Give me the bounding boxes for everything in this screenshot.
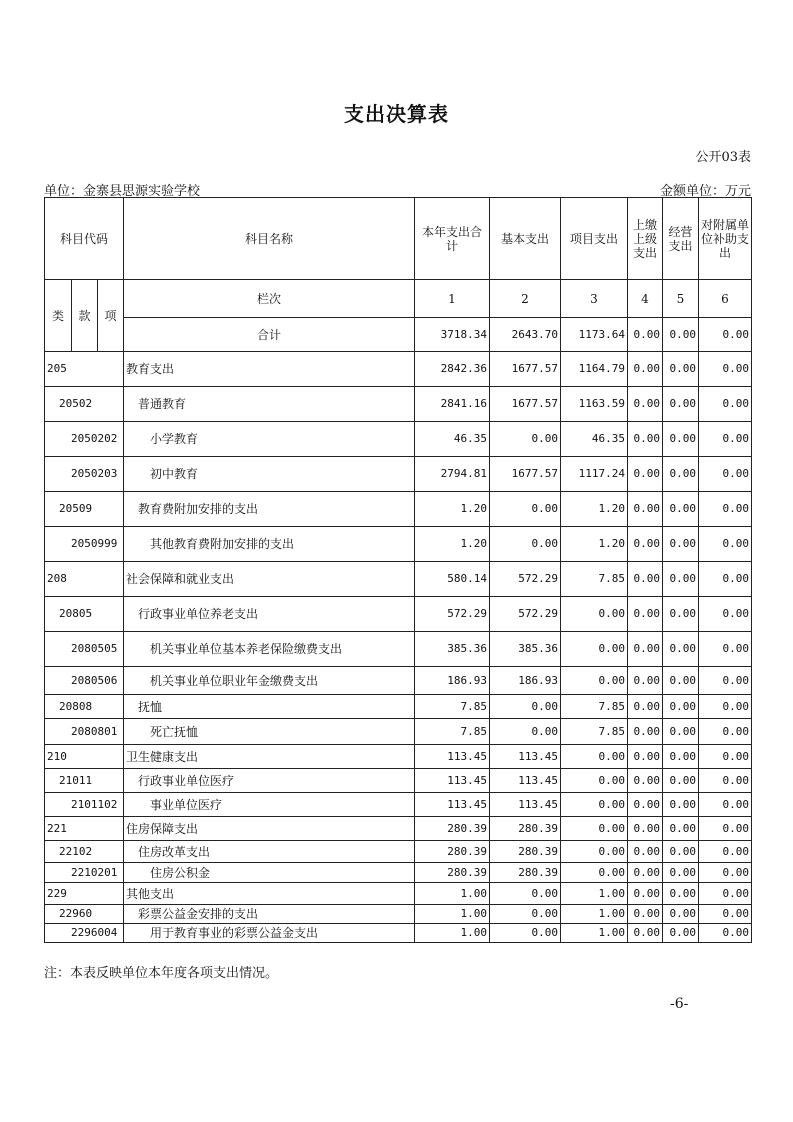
total-value: 3718.34 (415, 318, 490, 352)
amount-cell: 0.00 (628, 422, 663, 457)
subject-code: 2050999 (45, 527, 124, 562)
header-operating: 经营支出 (663, 198, 699, 280)
subject-name: 机关事业单位基本养老保险缴费支出 (124, 632, 415, 667)
amount-cell: 0.00 (699, 527, 752, 562)
subject-name: 卫生健康支出 (124, 745, 415, 769)
amount-cell: 572.29 (490, 562, 561, 597)
amount-cell: 1.20 (415, 492, 490, 527)
reporting-unit: 单位：金寨县思源实验学校 (44, 184, 201, 199)
subject-code: 21011 (45, 769, 124, 793)
amount-cell: 0.00 (699, 352, 752, 387)
amount-cell: 0.00 (699, 695, 752, 719)
amount-cell: 0.00 (663, 422, 699, 457)
amount-cell: 7.85 (561, 719, 628, 745)
amount-cell: 7.85 (561, 695, 628, 719)
subject-name: 小学教育 (124, 422, 415, 457)
amount-cell: 0.00 (699, 924, 752, 943)
amount-cell: 0.00 (699, 745, 752, 769)
header-kuan: 款 (72, 280, 98, 352)
subject-code: 2101102 (45, 793, 124, 817)
amount-cell: 385.36 (490, 632, 561, 667)
table-row (45, 492, 752, 527)
total-row (45, 318, 752, 352)
amount-cell: 0.00 (561, 817, 628, 841)
subject-code: 2296004 (45, 924, 124, 943)
table-row (45, 527, 752, 562)
amount-cell: 7.85 (415, 695, 490, 719)
amount-cell: 0.00 (628, 817, 663, 841)
amount-cell: 1163.59 (561, 387, 628, 422)
amount-cell: 7.85 (561, 562, 628, 597)
table-row (45, 667, 752, 695)
subject-name: 彩票公益金安排的支出 (124, 905, 415, 924)
amount-cell: 0.00 (490, 883, 561, 905)
amount-cell: 572.29 (415, 597, 490, 632)
amount-cell: 0.00 (490, 719, 561, 745)
amount-cell: 0.00 (663, 793, 699, 817)
amount-cell: 113.45 (490, 769, 561, 793)
table-row (45, 457, 752, 492)
subject-name: 住房改革支出 (124, 841, 415, 863)
amount-cell: 0.00 (699, 422, 752, 457)
amount-cell: 0.00 (699, 492, 752, 527)
table-row (45, 695, 752, 719)
amount-cell: 280.39 (490, 817, 561, 841)
subject-code: 210 (45, 745, 124, 769)
amount-cell: 0.00 (699, 719, 752, 745)
amount-cell: 0.00 (699, 769, 752, 793)
amount-cell: 280.39 (415, 841, 490, 863)
amount-cell: 0.00 (628, 719, 663, 745)
table-row (45, 422, 752, 457)
amount-cell: 0.00 (663, 745, 699, 769)
amount-cell: 0.00 (663, 562, 699, 597)
amount-cell: 1677.57 (490, 387, 561, 422)
col-number-2: 2 (490, 280, 561, 318)
amount-cell: 0.00 (663, 841, 699, 863)
amount-cell: 0.00 (663, 492, 699, 527)
amount-cell: 0.00 (663, 695, 699, 719)
amount-cell: 0.00 (628, 769, 663, 793)
header-basic: 基本支出 (490, 198, 561, 280)
amount-cell: 0.00 (699, 883, 752, 905)
subject-name: 住房公积金 (124, 863, 415, 883)
amount-cell: 0.00 (490, 422, 561, 457)
amount-cell: 113.45 (490, 745, 561, 769)
amount-cell: 1677.57 (490, 352, 561, 387)
amount-cell: 0.00 (628, 863, 663, 883)
amount-cell: 7.85 (415, 719, 490, 745)
amount-cell: 0.00 (561, 863, 628, 883)
amount-cell: 0.00 (628, 632, 663, 667)
amount-cell: 0.00 (490, 695, 561, 719)
subject-code: 20805 (45, 597, 124, 632)
amount-cell: 280.39 (415, 863, 490, 883)
col-number-6: 6 (699, 280, 752, 318)
header-total: 本年支出合计 (415, 198, 490, 280)
total-value: 0.00 (663, 318, 699, 352)
header-subsidiary: 对附属单位补助支出 (699, 198, 752, 280)
subject-code: 20502 (45, 387, 124, 422)
subject-name: 普通教育 (124, 387, 415, 422)
amount-cell: 0.00 (699, 863, 752, 883)
header-code: 科目代码 (45, 198, 124, 280)
amount-cell: 0.00 (663, 457, 699, 492)
amount-cell: 0.00 (663, 667, 699, 695)
table-row (45, 793, 752, 817)
amount-cell: 0.00 (561, 745, 628, 769)
subject-code: 20509 (45, 492, 124, 527)
table-row (45, 769, 752, 793)
amount-cell: 0.00 (561, 793, 628, 817)
col-number-1: 1 (415, 280, 490, 318)
table-row (45, 817, 752, 841)
col-number-5: 5 (663, 280, 699, 318)
amount-cell: 1164.79 (561, 352, 628, 387)
amount-cell: 1.00 (415, 905, 490, 924)
col-number-3: 3 (561, 280, 628, 318)
table-row (45, 632, 752, 667)
amount-cell: 186.93 (415, 667, 490, 695)
subject-code: 2080505 (45, 632, 124, 667)
subject-code: 2080801 (45, 719, 124, 745)
amount-cell: 0.00 (628, 492, 663, 527)
amount-cell: 113.45 (415, 793, 490, 817)
table-row (45, 387, 752, 422)
amount-cell: 0.00 (628, 905, 663, 924)
amount-cell: 0.00 (628, 924, 663, 943)
header-row (45, 198, 752, 280)
subject-name: 教育费附加安排的支出 (124, 492, 415, 527)
subject-name: 其他教育费附加安排的支出 (124, 527, 415, 562)
table-row (45, 924, 752, 943)
amount-cell: 0.00 (663, 769, 699, 793)
amount-cell: 1.00 (561, 883, 628, 905)
subject-name: 住房保障支出 (124, 817, 415, 841)
subject-code: 22102 (45, 841, 124, 863)
amount-cell: 0.00 (628, 457, 663, 492)
subject-name: 死亡抚恤 (124, 719, 415, 745)
amount-cell: 1.20 (561, 527, 628, 562)
amount-cell: 0.00 (699, 841, 752, 863)
table-row (45, 863, 752, 883)
amount-cell: 0.00 (699, 905, 752, 924)
amount-cell: 1117.24 (561, 457, 628, 492)
col-number-4: 4 (628, 280, 663, 318)
expenditure-table (44, 197, 752, 943)
amount-cell: 0.00 (663, 719, 699, 745)
header-upper: 上缴上级支出 (628, 198, 663, 280)
amount-cell: 0.00 (561, 632, 628, 667)
table-row (45, 883, 752, 905)
amount-cell: 113.45 (490, 793, 561, 817)
table-row (45, 905, 752, 924)
header-lanci: 栏次 (124, 280, 415, 318)
amount-cell: 2842.36 (415, 352, 490, 387)
amount-cell: 0.00 (663, 352, 699, 387)
amount-cell: 0.00 (663, 817, 699, 841)
total-value: 0.00 (699, 318, 752, 352)
amount-cell: 0.00 (628, 562, 663, 597)
subject-name: 行政事业单位养老支出 (124, 597, 415, 632)
subject-code: 2050203 (45, 457, 124, 492)
amount-cell: 46.35 (415, 422, 490, 457)
amount-cell: 0.00 (699, 632, 752, 667)
page-title: 支出决算表 (344, 102, 449, 126)
amount-cell: 0.00 (628, 841, 663, 863)
amount-cell: 0.00 (663, 387, 699, 422)
table-row (45, 597, 752, 632)
amount-cell: 0.00 (628, 527, 663, 562)
total-value: 2643.70 (490, 318, 561, 352)
amount-cell: 2841.16 (415, 387, 490, 422)
subject-name: 机关事业单位职业年金缴费支出 (124, 667, 415, 695)
amount-cell: 0.00 (663, 597, 699, 632)
amount-cell: 280.39 (490, 863, 561, 883)
amount-cell: 0.00 (561, 667, 628, 695)
amount-cell: 0.00 (628, 793, 663, 817)
table-row (45, 745, 752, 769)
total-value: 0.00 (628, 318, 663, 352)
column-number-row (45, 280, 752, 318)
amount-cell: 0.00 (699, 667, 752, 695)
amount-cell: 113.45 (415, 769, 490, 793)
form-number: 公开03表 (695, 150, 751, 165)
amount-cell: 0.00 (663, 863, 699, 883)
subject-name: 行政事业单位医疗 (124, 769, 415, 793)
amount-cell: 0.00 (628, 387, 663, 422)
subject-code: 20808 (45, 695, 124, 719)
amount-cell: 0.00 (490, 905, 561, 924)
amount-cell: 580.14 (415, 562, 490, 597)
amount-cell: 0.00 (628, 597, 663, 632)
amount-unit: 金额单位：万元 (659, 184, 751, 199)
amount-cell: 0.00 (663, 527, 699, 562)
table-row (45, 841, 752, 863)
amount-cell: 0.00 (628, 352, 663, 387)
amount-cell: 46.35 (561, 422, 628, 457)
table-row (45, 562, 752, 597)
header-name: 科目名称 (124, 198, 415, 280)
amount-cell: 0.00 (699, 387, 752, 422)
amount-cell: 0.00 (490, 924, 561, 943)
table-row (45, 719, 752, 745)
subject-name: 事业单位医疗 (124, 793, 415, 817)
amount-cell: 0.00 (628, 695, 663, 719)
total-value: 1173.64 (561, 318, 628, 352)
amount-cell: 1.00 (561, 905, 628, 924)
table-note: 注：本表反映单位本年度各项支出情况。 (44, 966, 279, 981)
amount-cell: 0.00 (561, 597, 628, 632)
subject-name: 初中教育 (124, 457, 415, 492)
amount-cell: 0.00 (561, 841, 628, 863)
subject-name: 社会保障和就业支出 (124, 562, 415, 597)
amount-cell: 0.00 (663, 883, 699, 905)
amount-cell: 0.00 (490, 527, 561, 562)
amount-cell: 0.00 (663, 632, 699, 667)
amount-cell: 1.00 (415, 924, 490, 943)
amount-cell: 1.00 (415, 883, 490, 905)
subject-name: 教育支出 (124, 352, 415, 387)
amount-cell: 572.29 (490, 597, 561, 632)
amount-cell: 1.00 (561, 924, 628, 943)
amount-cell: 1677.57 (490, 457, 561, 492)
amount-cell: 2794.81 (415, 457, 490, 492)
subject-code: 205 (45, 352, 124, 387)
amount-cell: 1.20 (415, 527, 490, 562)
subject-code: 229 (45, 883, 124, 905)
subject-code: 2050202 (45, 422, 124, 457)
subject-code: 2210201 (45, 863, 124, 883)
subject-code: 221 (45, 817, 124, 841)
amount-cell: 0.00 (663, 924, 699, 943)
amount-cell: 0.00 (628, 745, 663, 769)
amount-cell: 0.00 (663, 905, 699, 924)
total-label: 合计 (124, 318, 415, 352)
subject-code: 2080506 (45, 667, 124, 695)
amount-cell: 280.39 (415, 817, 490, 841)
subject-code: 208 (45, 562, 124, 597)
amount-cell: 0.00 (628, 667, 663, 695)
table-row (45, 352, 752, 387)
amount-cell: 0.00 (699, 817, 752, 841)
amount-cell: 0.00 (699, 457, 752, 492)
page-number: -6- (670, 996, 689, 1012)
amount-cell: 0.00 (699, 562, 752, 597)
amount-cell: 0.00 (490, 492, 561, 527)
subject-name: 用于教育事业的彩票公益金支出 (124, 924, 415, 943)
header-lei: 类 (45, 280, 72, 352)
header-project: 项目支出 (561, 198, 628, 280)
subject-name: 其他支出 (124, 883, 415, 905)
amount-cell: 280.39 (490, 841, 561, 863)
amount-cell: 0.00 (561, 769, 628, 793)
subject-code: 22960 (45, 905, 124, 924)
subject-name: 抚恤 (124, 695, 415, 719)
amount-cell: 186.93 (490, 667, 561, 695)
header-xiang: 项 (98, 280, 124, 352)
amount-cell: 113.45 (415, 745, 490, 769)
amount-cell: 0.00 (628, 883, 663, 905)
amount-cell: 0.00 (699, 597, 752, 632)
amount-cell: 1.20 (561, 492, 628, 527)
amount-cell: 385.36 (415, 632, 490, 667)
amount-cell: 0.00 (699, 793, 752, 817)
